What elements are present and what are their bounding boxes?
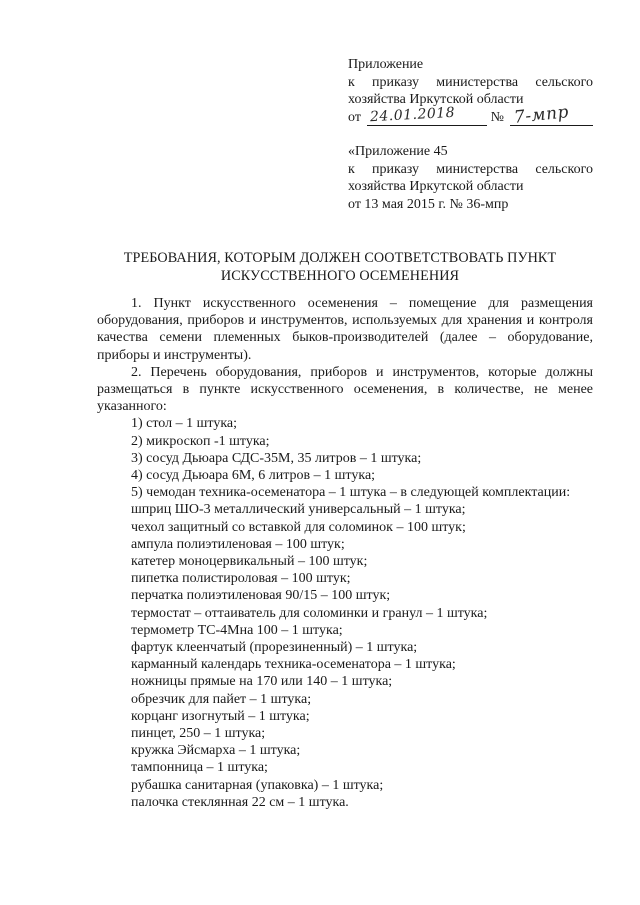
list-item: термометр ТС-4Мна 100 – 1 штука; [131, 622, 343, 638]
date-blank-line [367, 104, 487, 126]
appendix-ministry-line: хозяйства Иркутской области [348, 92, 524, 107]
list-item: пинцет, 250 – 1 штука; [131, 726, 266, 742]
document-title [80, 249, 600, 285]
list-item: 1) стол – 1 штука; [131, 416, 238, 432]
list-item: рубашка санитарная (упаковка) – 1 штука; [131, 777, 384, 793]
document-title-line-1: ТРЕБОВАНИЯ, КОТОРЫМ ДОЛЖЕН СООТВЕТСТВОВАТЬ ПУНКТ [123, 250, 557, 266]
list-item: чехол защитный со вставкой для соломинок – 100 штук; [131, 519, 466, 535]
document-title-line-2: ИСКУССТВЕННОГО ОСЕМЕНЕНИЯ [220, 268, 460, 284]
appendix-date-number-row [348, 101, 593, 128]
list-item: палочка стеклянная 22 см – 1 штука. [131, 794, 349, 810]
number-blank-line [510, 101, 593, 128]
list-item: ампула полиэтиленовая – 100 штук; [131, 536, 345, 552]
date-label: от [348, 109, 361, 125]
handwritten-number: 7-мпр [513, 101, 570, 128]
list-item: шприц ШО-3 металлический универсальный – 1 штука; [131, 502, 466, 518]
list-item: пипетка полистироловая – 100 штук; [131, 571, 351, 587]
appendix-header [348, 56, 593, 126]
amended-appendix-title: «Приложение 45 [348, 144, 448, 159]
list-item: перчатка полиэтиленовая 90/15 – 100 штук; [131, 588, 391, 604]
list-item: тампонница – 1 штука; [131, 760, 268, 776]
amended-appendix-date-line: от 13 мая 2015 г. № 36-мпр [348, 196, 509, 212]
list-item: обрезчик для пайет – 1 штука; [131, 691, 312, 707]
list-item: фартук клеенчатый (прорезиненный) – 1 штука; [131, 640, 418, 656]
appendix-title: Приложение [348, 57, 424, 72]
list-item: кружка Эйсмарха – 1 штука; [131, 743, 301, 759]
list-item: термостат – оттаиватель для соломинки и гранул – 1 штука; [131, 605, 488, 621]
number-label: № [490, 109, 504, 125]
list-item: карманный календарь техника-осеменатора – 1 штука; [131, 657, 456, 673]
list-item: корцанг изогнутый – 1 штука; [131, 708, 310, 724]
suitcase-contents-list [97, 501, 593, 811]
list-item: 2) микроскоп -1 штука; [131, 433, 270, 449]
paragraph-2: 2. Перечень оборудования, приборов и инструментов, которые должны размещаться в пункте искусственного осеменения, в количестве, не менее указанного: [97, 364, 593, 415]
document-body [97, 295, 593, 811]
amended-appendix-order-line: к приказу министерства сельского [348, 161, 593, 177]
paragraph-1: 1. Пункт искусственного осеменения – помещение для размещения оборудования, приборов и инструментов, используемых для хранения и контроля качества семени племенных быков-производителей (далее – оборудование, приборы и инструменты). [97, 296, 593, 363]
list-item: катетер моноцервикальный – 100 штук; [131, 554, 368, 570]
appendix-order-line: к приказу министерства сельского [348, 74, 593, 90]
amended-appendix-ministry-line: хозяйства Иркутской области [348, 179, 524, 194]
equipment-list [97, 415, 593, 501]
list-item: 4) сосуд Дьюара 6М, 6 литров – 1 штука; [131, 468, 376, 484]
handwritten-date: 24.01.2018 [369, 104, 456, 125]
list-item-suitcase: 5) чемодан техника-осеменатора – 1 штука – в следующей комплектации: [131, 485, 571, 501]
amended-appendix-header [348, 143, 593, 213]
list-item: ножницы прямые на 170 или 140 – 1 штука; [131, 674, 393, 690]
list-item: 3) сосуд Дьюара СДС-35М, 35 литров – 1 штука; [131, 450, 422, 466]
